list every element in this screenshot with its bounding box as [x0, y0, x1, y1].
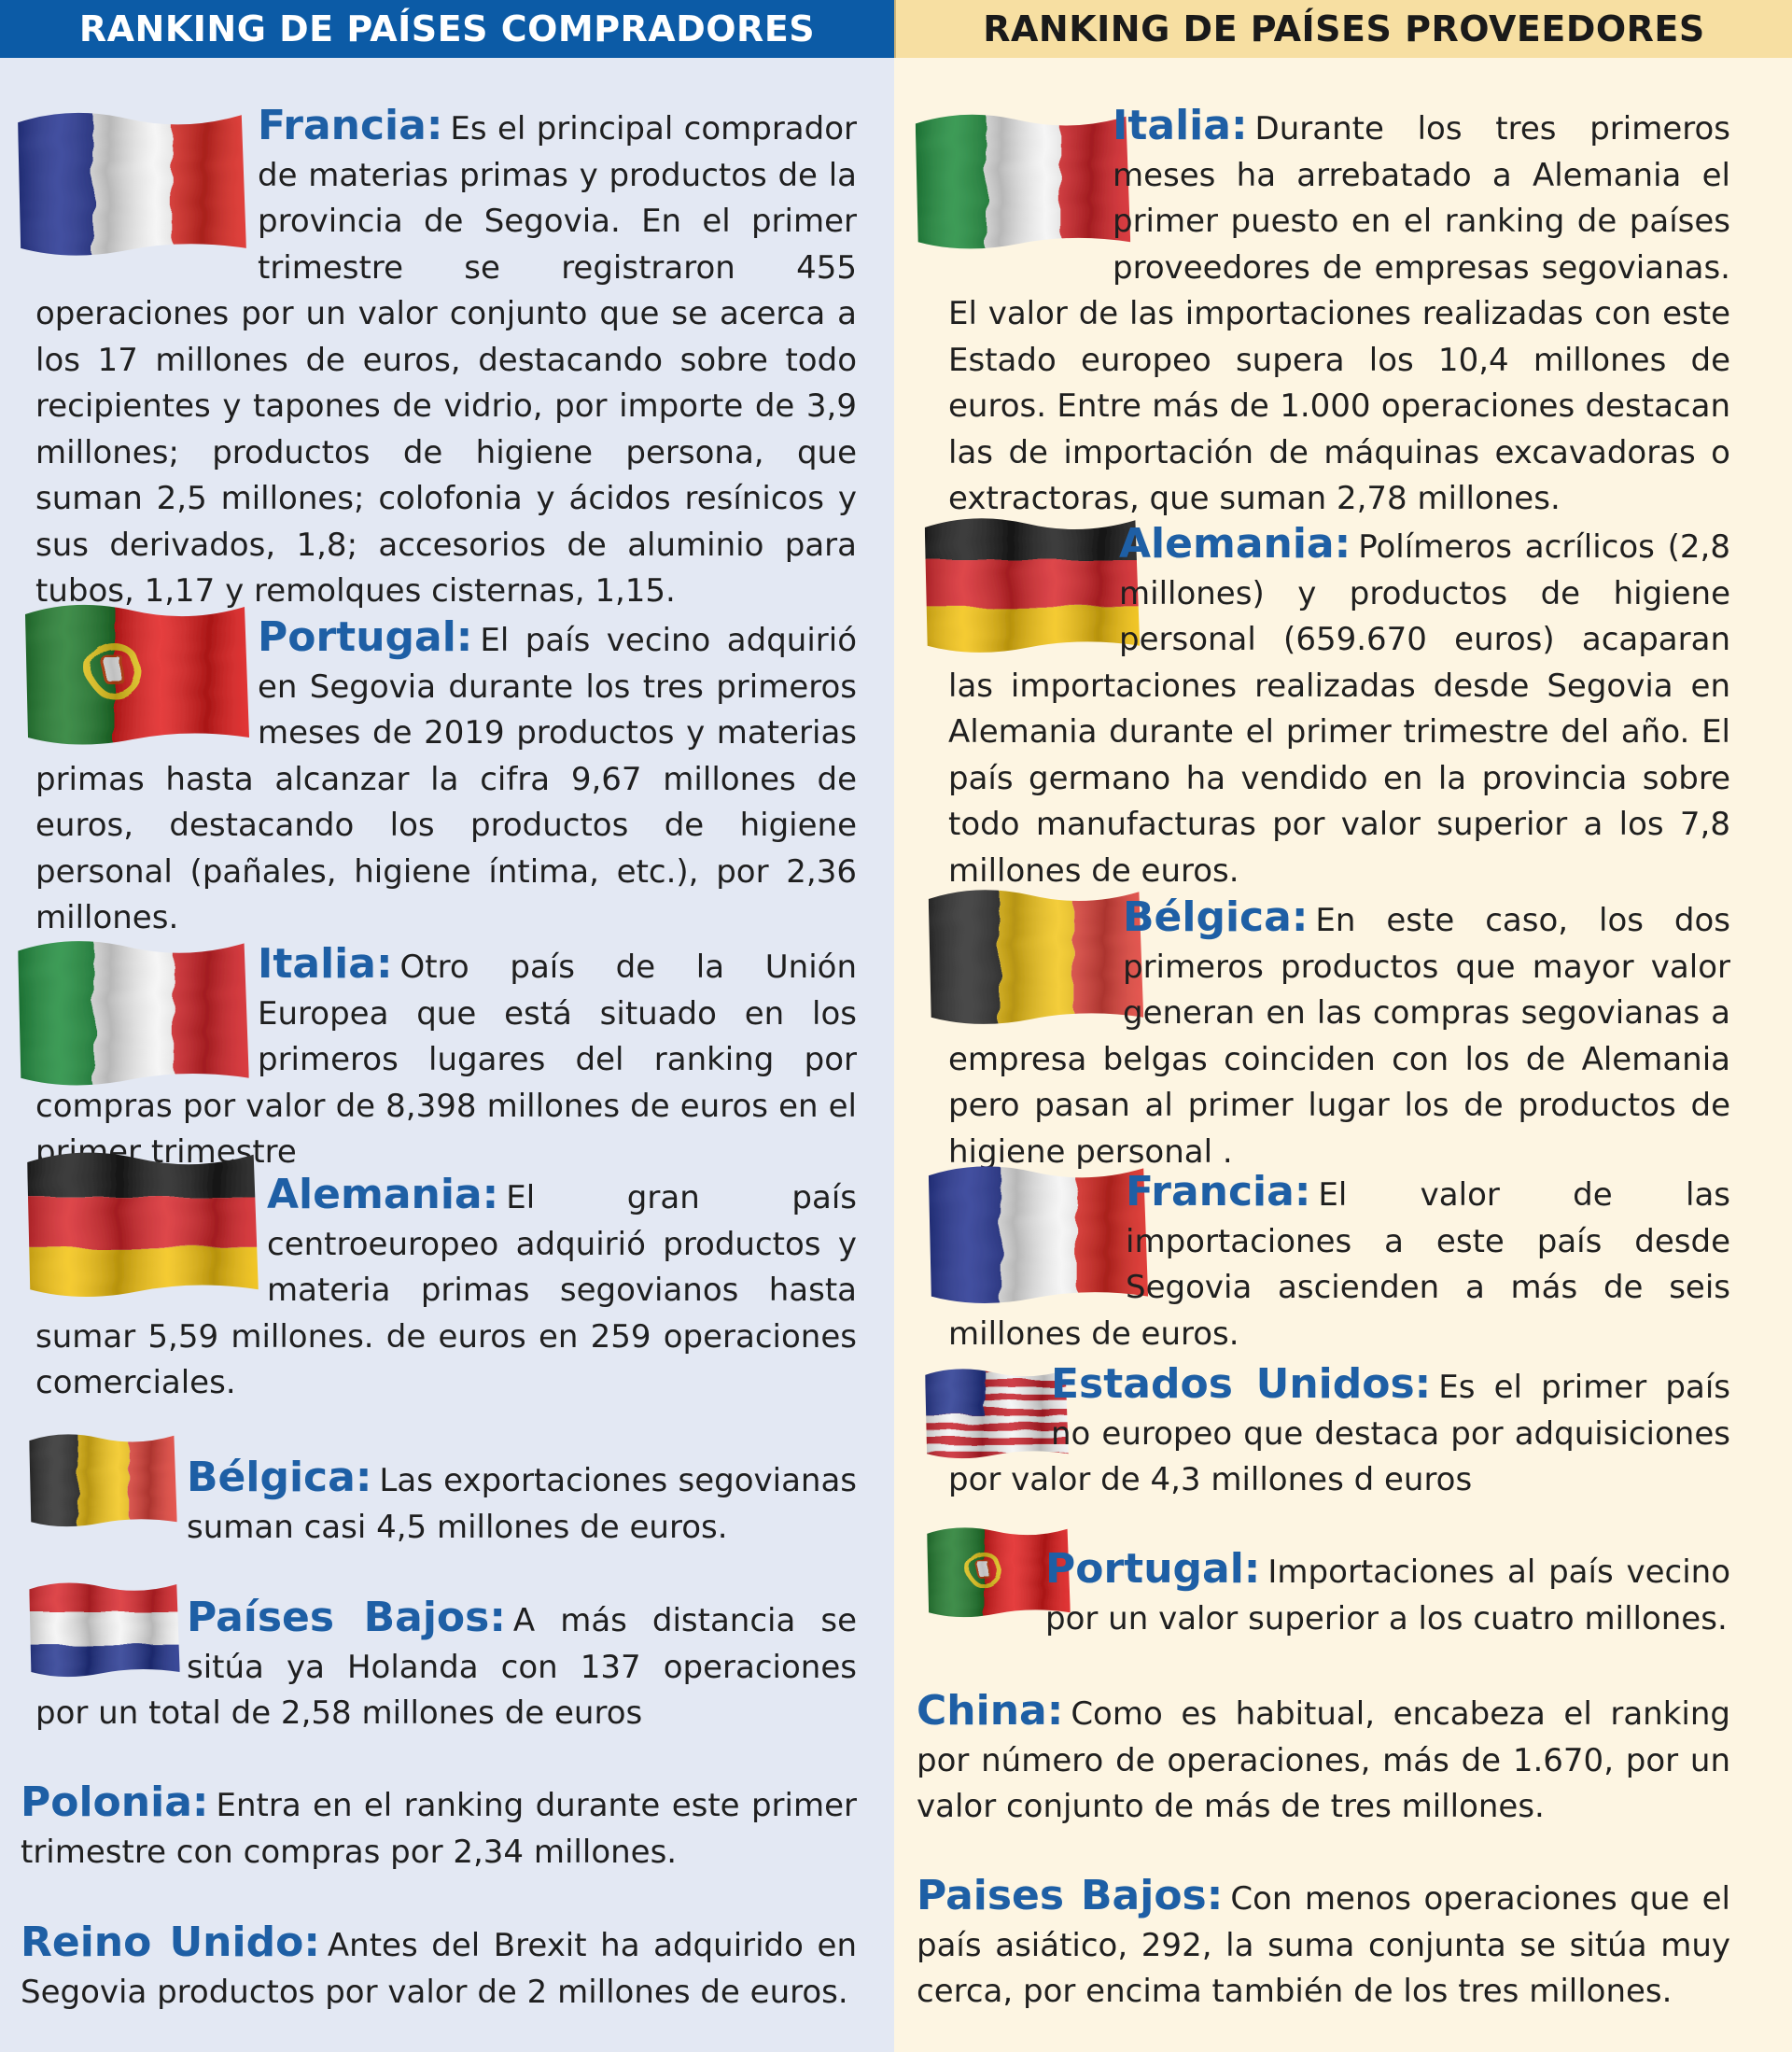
country-name: Bélgica:	[187, 1454, 372, 1501]
country-name: Italia:	[258, 940, 393, 988]
entry-paises-bajos-left	[35, 1595, 857, 1737]
entry-belgica-left	[35, 1455, 857, 1551]
entry-paises-bajos-right	[917, 1873, 1730, 2016]
entry-china	[917, 1688, 1730, 1831]
country-name: Reino Unido:	[21, 1918, 320, 1966]
entry-alemania-right	[948, 521, 1730, 894]
entry-text: Entra en el ranking durante este primer trimestre con compras por 2,34 millones.	[21, 1787, 857, 1871]
country-name: Francia:	[1126, 1168, 1311, 1216]
entry-francia-right	[948, 1169, 1730, 1357]
entry-text: El gran país centroeuropeo adquirió productos y materia primas segovianos hasta sumar 5,59 millones. de euros en 259 operaciones comerciales.	[35, 1179, 857, 1401]
country-name: Estados Unidos:	[1051, 1360, 1432, 1408]
compradores-column	[0, 0, 894, 2052]
country-name: Alemania:	[267, 1171, 499, 1218]
entry-portugal	[35, 614, 857, 942]
entry-text: Antes del Brexit ha adquirido en Segovia productos por valor de 2 millones de euros.	[21, 1927, 857, 2011]
proveedores-header: RANKING DE PAÍSES PROVEEDORES	[894, 0, 1792, 58]
entry-text: A más distancia se sitúa ya Holanda con 137 operaciones por un total de 2,58 millones de euros	[35, 1602, 857, 1732]
entry-polonia	[21, 1779, 857, 1876]
entry-text: Es el principal comprador de materias primas y productos de la provincia de Segovia. En el primer trimestre se registraron 455 operaciones por un valor conjunto que se acerca a los 17 millones de euros, destacando sobre todo recipientes y tapones de vidrio, por importe de 3,9 millones; productos de higiene persona, que suman 2,5 millones; colofonia y ácidos resínicos y sus derivados, 1,8; accesorios de aluminio para tubos, 1,17 y remolques cisternas, 1,15.	[35, 110, 857, 610]
entry-estados-unidos	[948, 1361, 1730, 1504]
entry-text: Con menos operaciones que el país asiático, 292, la suma conjunta se sitúa muy cerca, por encima también de los tres millones.	[917, 1880, 1731, 2010]
entry-text: En este caso, los dos primeros productos que mayor valor generan en las compras segovianas a empresa belgas coinciden con los de Alemania pero pasan al primer lugar los de productos de higiene personal .	[948, 902, 1730, 1171]
entry-italia-left	[35, 941, 857, 1176]
entry-text: Durante los tres primeros meses ha arrebatado a Alemania el primer puesto en el ranking de países proveedores de empresas segovianas. El valor de las importaciones realizadas con este Estado europeo supera los 10,4 millones de euros. Entre más de 1.000 operaciones destacan las de importación de máquinas excavadoras o extractoras, que suman 2,78 millones.	[948, 110, 1730, 517]
entry-reino-unido	[21, 1919, 857, 2016]
entry-portugal-right	[948, 1546, 1730, 1642]
country-name: Bélgica:	[1123, 893, 1309, 941]
entry-italia-right	[948, 103, 1730, 523]
country-name: Portugal:	[258, 613, 473, 661]
country-name: Paises Bajos:	[917, 1872, 1224, 1919]
country-name: Polonia:	[21, 1778, 209, 1826]
entry-belgica-right	[948, 894, 1730, 1175]
entry-text: Otro país de la Unión Europea que está situado en los primeros lugares del ranking por compras por valor de 8,398 millones de euros en el primer trimestre	[35, 949, 857, 1171]
country-name: China:	[917, 1687, 1064, 1735]
entry-alemania-left	[35, 1172, 857, 1407]
country-name: Francia:	[258, 102, 443, 149]
entry-text: Las exportaciones segovianas suman casi 4,5 millones de euros.	[187, 1462, 857, 1546]
entry-text: Es el primer país no europeo que destaca por adquisiciones por valor de 4,3 millones d euros	[948, 1369, 1730, 1498]
entry-text: Como es habitual, encabeza el ranking por número de operaciones, más de 1.670, por un valor conjunto de más de tres millones.	[917, 1695, 1730, 1825]
country-name: Portugal:	[1045, 1545, 1261, 1593]
country-name: Alemania:	[1119, 520, 1351, 568]
entry-text: Polímeros acrílicos (2,8 millones) y productos de higiene personal (659.670 euros) acaparan las importaciones realizadas desde Segovia en Alemania durante el primer trimestre del año. El país germano ha vendido en la provincia sobre todo manufacturas por valor superior a los 7,8 millones de euros.	[948, 528, 1730, 890]
entry-text: El valor de las importaciones a este país desde Segovia ascienden a más de seis millones de euros.	[948, 1176, 1730, 1353]
compradores-header: RANKING DE PAÍSES COMPRADORES	[0, 0, 894, 58]
entry-text: Importaciones al país vecino por un valor superior a los cuatro millones.	[1045, 1553, 1730, 1637]
country-name: Italia:	[1113, 102, 1248, 149]
proveedores-column	[894, 0, 1792, 2052]
entry-francia	[35, 103, 857, 615]
country-name: Países Bajos:	[187, 1594, 506, 1641]
entry-text: El país vecino adquirió en Segovia durante los tres primeros meses de 2019 productos y materias primas hasta alcanzar la cifra 9,67 millones de euros, destacando los productos de higiene personal (pañales, higiene íntima, etc.), por 2,36 millones.	[35, 622, 857, 936]
